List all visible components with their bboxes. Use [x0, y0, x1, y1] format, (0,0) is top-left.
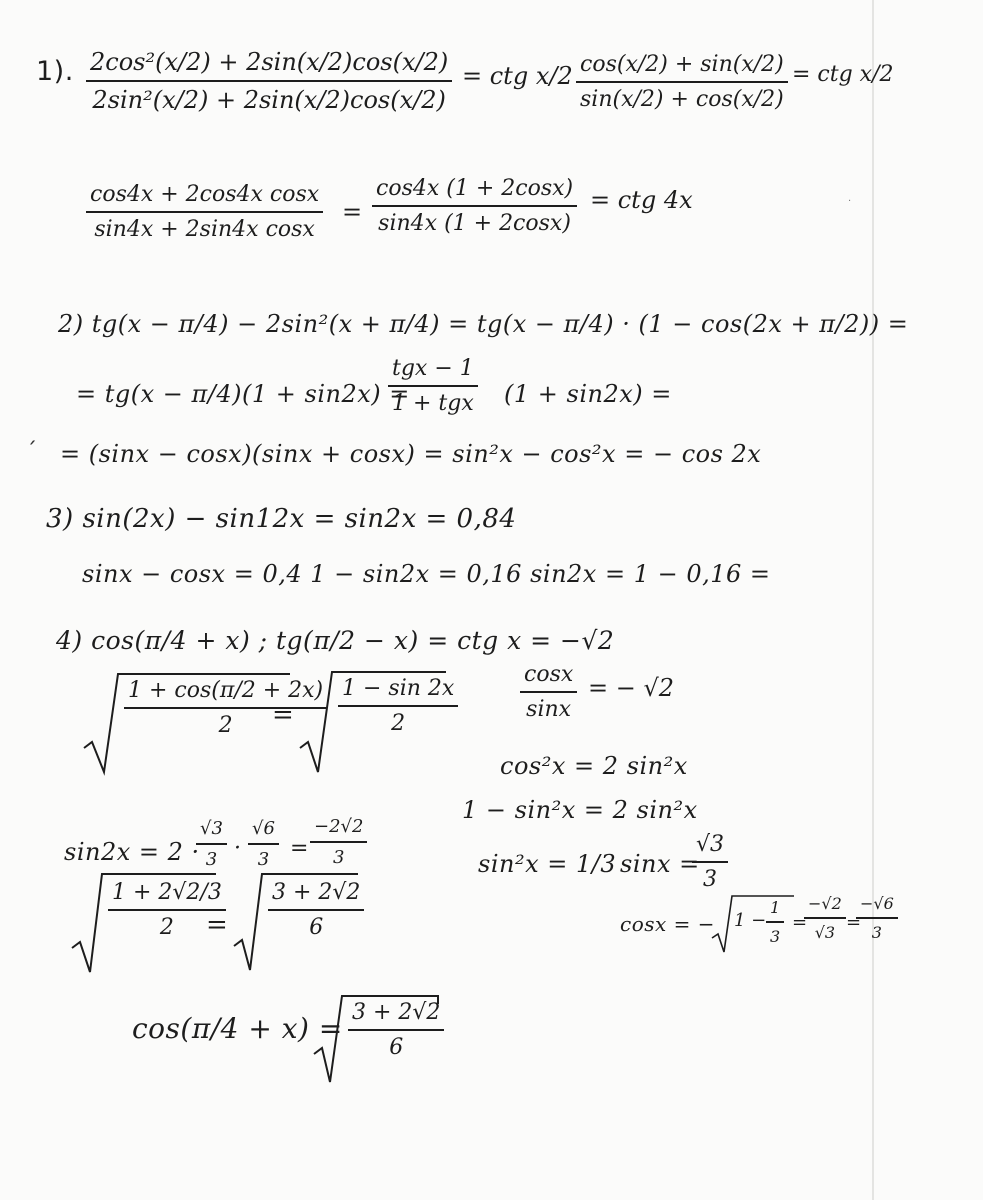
cos-over-sin-fraction	[520, 662, 577, 722]
cosx-radicand-fraction	[766, 898, 784, 946]
problem-2-line-1: 2) tg(x − π/4) − 2sin²(x + π/4) = tg(x − π/4) · (1 − cos(2x + π/2)) =	[58, 310, 909, 338]
problem-1-equals: =	[342, 198, 363, 226]
sin2x-multiply-dot: ·	[234, 836, 241, 861]
fraction-numerator: −√6	[860, 894, 894, 913]
sqrt-expression-3	[70, 870, 220, 974]
fraction-numerator: 1	[770, 898, 781, 917]
fraction-denominator: 3	[333, 847, 345, 868]
identity-equation: 1 − sin²x = 2 sin²x	[462, 796, 698, 824]
fraction-numerator: 1 + 2√2/3	[112, 880, 222, 905]
ratio-result: = − √2	[588, 674, 675, 702]
final-answer-sqrt	[312, 992, 444, 1084]
fraction-denominator: 3	[871, 923, 882, 942]
cosx-fraction-1	[804, 894, 846, 942]
fraction-denominator: 6	[309, 915, 324, 940]
cosx-label: cosx = −	[620, 912, 716, 936]
fraction-denominator: 6	[389, 1035, 404, 1060]
sqrt-expression-4	[232, 870, 362, 972]
fraction-numerator: cos(x/2) + sin(x/2)	[580, 52, 784, 77]
radicand-fraction	[348, 1000, 444, 1060]
problem-2-fraction	[388, 356, 478, 416]
fraction-denominator: 3	[257, 849, 270, 870]
fraction-denominator: sin4x + 2sin4x cosx	[94, 217, 315, 242]
sin2x-label: sin2x = 2 ·	[64, 838, 200, 866]
fraction-denominator: sin4x (1 + 2cosx)	[378, 211, 571, 236]
radicand-fraction	[338, 676, 458, 736]
fraction-denominator: 2	[159, 915, 174, 940]
problem-2-line-2: = tg(x − π/4)(1 + sin2x) =	[76, 380, 410, 408]
problem-3-line-2: sinx − cosx = 0,4 1 − sin2x = 0,16 sin2x = 1 − 0,16 =	[82, 560, 771, 588]
fraction-numerator: cosx	[524, 662, 574, 687]
sqrt-expression-2	[298, 668, 455, 774]
sin-squared-value: sin²x = 1/3	[478, 850, 617, 878]
cos-squared-equation: cos²x = 2 sin²x	[500, 752, 688, 780]
cosx-equals-2: =	[846, 912, 862, 933]
fraction-numerator: −√2	[808, 894, 842, 913]
problem-1-result-1: = ctg x/2	[462, 62, 573, 90]
fraction-denominator: 2	[391, 711, 406, 736]
sin2x-fraction-1	[196, 818, 227, 870]
stray-pen-mark: ˏ	[26, 420, 37, 445]
sinx-value-fraction	[692, 832, 728, 892]
fraction-denominator: √3	[814, 923, 836, 942]
fraction-denominator: 2	[218, 713, 233, 738]
problem-1-result-2: = ctg x/2	[792, 62, 894, 87]
problem-4-line-1: 4) cos(π/4 + x) ; tg(π/2 − x) = ctg x = −√2	[56, 626, 615, 655]
fraction-numerator: cos4x + 2cos4x cosx	[90, 182, 320, 207]
fraction-numerator: √3	[200, 818, 223, 839]
problem-1-result-3: = ctg 4x	[590, 186, 693, 214]
sqrt-expression-1	[82, 670, 324, 774]
problem-1-fraction-3	[86, 182, 323, 242]
sinx-label: sinx =	[620, 850, 700, 878]
fraction-denominator: 1 + tgx	[392, 391, 474, 416]
problem-1-fraction-4	[372, 176, 577, 236]
problem-4-equals-b: =	[206, 910, 228, 940]
fraction-numerator: √6	[252, 818, 275, 839]
fraction-denominator: 3	[703, 867, 717, 892]
fraction-numerator: 1 − sin 2x	[342, 676, 455, 701]
fraction-denominator: 2sin²(x/2) + 2sin(x/2)cos(x/2)	[92, 86, 446, 114]
fraction-numerator: −2√2	[314, 816, 364, 837]
fraction-denominator: 3	[205, 849, 218, 870]
margin-dot: ·	[848, 196, 852, 207]
fraction-numerator: √3	[696, 832, 725, 857]
fraction-numerator: 3 + 2√2	[352, 1000, 441, 1025]
fraction-numerator: 1 + cos(π/2 + 2x)	[128, 678, 324, 703]
paper-edge-line	[872, 0, 874, 1200]
problem-2-line-2-tail: (1 + sin2x) =	[504, 380, 672, 408]
sin2x-fraction-3	[310, 816, 367, 868]
fraction-denominator: sin(x/2) + cos(x/2)	[580, 87, 784, 112]
sin2x-fraction-2	[248, 818, 279, 870]
fraction-denominator: sinx	[526, 697, 572, 722]
radicand-fraction	[268, 880, 364, 940]
problem-1-fraction-1	[86, 48, 452, 114]
problem-4-equals-a: =	[272, 700, 294, 730]
cosx-radicand-text: 1 −	[734, 910, 767, 931]
sin2x-equals: =	[290, 836, 309, 861]
fraction-numerator: 3 + 2√2	[272, 880, 361, 905]
radicand-fraction	[124, 678, 327, 738]
problem-1-fraction-2	[576, 52, 788, 112]
cosx-equals-1: =	[792, 912, 808, 933]
problem-3-line-1: 3) sin(2x) − sin12x = sin2x = 0,84	[46, 504, 517, 534]
fraction-numerator: cos4x (1 + 2cosx)	[376, 176, 574, 201]
problem-2-line-3: = (sinx − cosx)(sinx + cosx) = sin²x − cos²x = − cos 2x	[60, 440, 762, 468]
final-answer-label: cos(π/4 + x) =	[132, 1012, 343, 1045]
cosx-fraction-2	[856, 894, 898, 942]
fraction-denominator: 3	[770, 927, 781, 946]
fraction-numerator: tgx − 1	[392, 356, 474, 381]
cosx-sqrt-expression	[712, 894, 796, 954]
problem-1-label: 1).	[36, 56, 74, 87]
fraction-numerator: 2cos²(x/2) + 2sin(x/2)cos(x/2)	[90, 48, 449, 76]
